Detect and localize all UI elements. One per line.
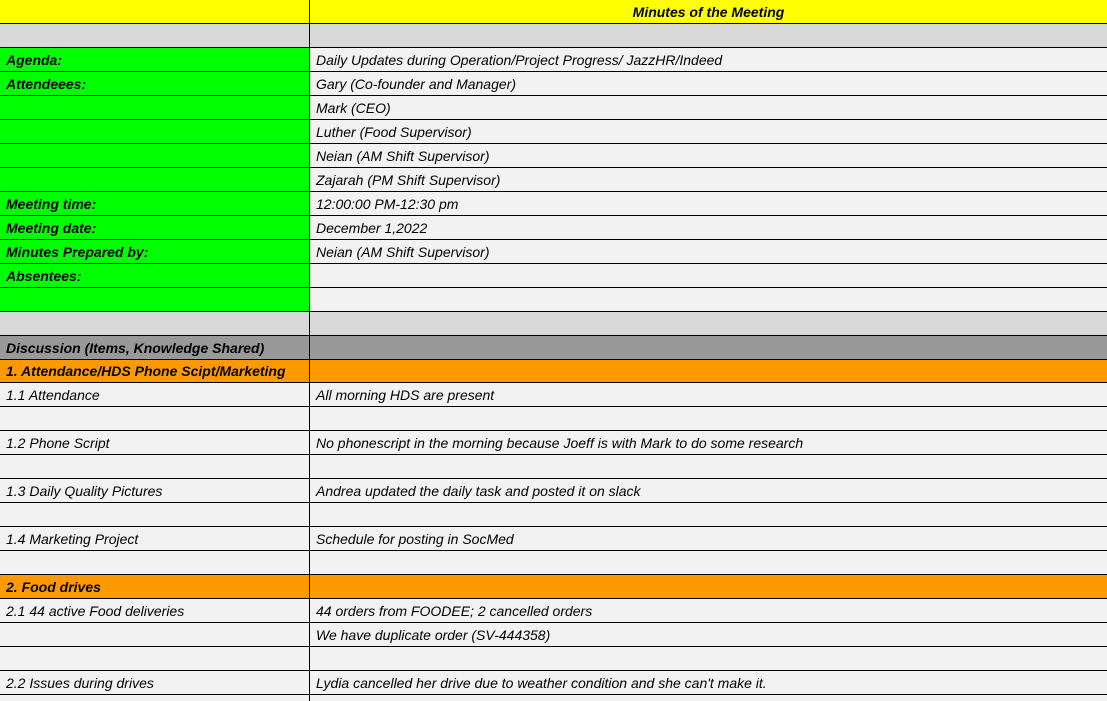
absentees-row bbox=[0, 264, 1107, 288]
empty-cell[interactable] bbox=[310, 455, 1107, 478]
prepared-by-value[interactable]: Neian (AM Shift Supervisor) bbox=[310, 240, 1107, 263]
attendees-row bbox=[0, 120, 1107, 144]
empty-cell[interactable] bbox=[0, 503, 310, 526]
empty-cell[interactable] bbox=[0, 24, 310, 47]
absentees-row bbox=[0, 288, 1107, 312]
attendees-row bbox=[0, 96, 1107, 120]
empty-cell[interactable] bbox=[310, 24, 1107, 47]
item-label[interactable]: 2.1 44 active Food deliveries bbox=[0, 599, 310, 622]
item-row bbox=[0, 671, 1107, 695]
item-label[interactable]: 1.4 Marketing Project bbox=[0, 527, 310, 550]
attendees-row bbox=[0, 72, 1107, 96]
empty-cell[interactable] bbox=[0, 96, 310, 119]
meeting-time-label[interactable]: Meeting time: bbox=[0, 192, 310, 215]
spacer-row bbox=[0, 312, 1107, 336]
item-row bbox=[0, 623, 1107, 647]
attendee-value[interactable]: Gary (Co-founder and Manager) bbox=[310, 72, 1107, 95]
item-note[interactable]: No phonescript in the morning because Joeff is with Mark to do some research bbox=[310, 431, 1107, 454]
attendee-value[interactable]: Mark (CEO) bbox=[310, 96, 1107, 119]
empty-cell[interactable] bbox=[310, 503, 1107, 526]
attendee-value[interactable]: Neian (AM Shift Supervisor) bbox=[310, 144, 1107, 167]
agenda-row bbox=[0, 48, 1107, 72]
empty-cell[interactable] bbox=[310, 695, 1107, 701]
prepared-by-label[interactable]: Minutes Prepared by: bbox=[0, 240, 310, 263]
title-row bbox=[0, 0, 1107, 24]
agenda-value[interactable]: Daily Updates during Operation/Project Progress/ JazzHR/Indeed bbox=[310, 48, 1107, 71]
meeting-date-label[interactable]: Meeting date: bbox=[0, 216, 310, 239]
meeting-date-value[interactable]: December 1,2022 bbox=[310, 216, 1107, 239]
empty-cell[interactable] bbox=[310, 407, 1107, 430]
item-note[interactable]: Lydia cancelled her drive due to weather condition and she can't make it. bbox=[310, 671, 1107, 694]
empty-cell[interactable] bbox=[0, 144, 310, 167]
item-row bbox=[0, 479, 1107, 503]
blank-row bbox=[0, 647, 1107, 671]
item-row bbox=[0, 599, 1107, 623]
absentees-value[interactable] bbox=[310, 264, 1107, 287]
empty-cell[interactable] bbox=[0, 120, 310, 143]
meeting-time-value[interactable]: 12:00:00 PM-12:30 pm bbox=[310, 192, 1107, 215]
section-header-row bbox=[0, 575, 1107, 599]
item-row bbox=[0, 527, 1107, 551]
empty-cell[interactable] bbox=[0, 647, 310, 670]
attendees-row bbox=[0, 168, 1107, 192]
section-header-row bbox=[0, 360, 1107, 383]
discussion-header[interactable]: Discussion (Items, Knowledge Shared) bbox=[0, 336, 310, 359]
blank-row bbox=[0, 551, 1107, 575]
item-row bbox=[0, 431, 1107, 455]
empty-cell[interactable] bbox=[0, 551, 310, 574]
blank-row bbox=[0, 407, 1107, 431]
attendee-value[interactable]: Luther (Food Supervisor) bbox=[310, 120, 1107, 143]
empty-cell[interactable] bbox=[310, 360, 1107, 382]
empty-cell[interactable] bbox=[0, 455, 310, 478]
empty-cell[interactable] bbox=[0, 168, 310, 191]
item-note[interactable]: All morning HDS are present bbox=[310, 383, 1107, 406]
meeting-time-row bbox=[0, 192, 1107, 216]
empty-cell[interactable] bbox=[310, 312, 1107, 335]
empty-cell[interactable] bbox=[310, 288, 1107, 311]
item-note[interactable]: We have duplicate order (SV-444358) bbox=[310, 623, 1107, 646]
sheet-title[interactable]: Minutes of the Meeting bbox=[310, 0, 1107, 23]
meeting-date-row bbox=[0, 216, 1107, 240]
attendees-row bbox=[0, 144, 1107, 168]
empty-cell[interactable] bbox=[0, 312, 310, 335]
item-label[interactable]: 1.3 Daily Quality Pictures bbox=[0, 479, 310, 502]
blank-row bbox=[0, 503, 1107, 527]
empty-cell[interactable] bbox=[0, 695, 310, 701]
blank-row bbox=[0, 695, 1107, 701]
empty-cell[interactable] bbox=[310, 575, 1107, 598]
discussion-header-row bbox=[0, 336, 1107, 360]
item-row bbox=[0, 383, 1107, 407]
attendees-label[interactable]: Attendeees: bbox=[0, 72, 310, 95]
absentees-label[interactable]: Absentees: bbox=[0, 264, 310, 287]
item-label[interactable]: 1.1 Attendance bbox=[0, 383, 310, 406]
item-label[interactable]: 2.2 Issues during drives bbox=[0, 671, 310, 694]
spacer-row bbox=[0, 24, 1107, 48]
attendee-value[interactable]: Zajarah (PM Shift Supervisor) bbox=[310, 168, 1107, 191]
prepared-by-row bbox=[0, 240, 1107, 264]
blank-row bbox=[0, 455, 1107, 479]
empty-cell[interactable] bbox=[0, 407, 310, 430]
empty-cell[interactable] bbox=[310, 647, 1107, 670]
title-label-cell[interactable] bbox=[0, 0, 310, 23]
empty-cell[interactable] bbox=[310, 551, 1107, 574]
empty-cell[interactable] bbox=[310, 336, 1107, 359]
item-note[interactable]: 44 orders from FOODEE; 2 cancelled orders bbox=[310, 599, 1107, 622]
item-label[interactable]: 1.2 Phone Script bbox=[0, 431, 310, 454]
section-title[interactable]: 2. Food drives bbox=[0, 575, 310, 598]
empty-cell[interactable] bbox=[0, 623, 310, 646]
agenda-label[interactable]: Agenda: bbox=[0, 48, 310, 71]
empty-cell[interactable] bbox=[0, 288, 310, 311]
item-note[interactable]: Andrea updated the daily task and posted it on slack bbox=[310, 479, 1107, 502]
section-title[interactable]: 1. Attendance/HDS Phone Scipt/Marketing bbox=[0, 360, 310, 382]
item-note[interactable]: Schedule for posting in SocMed bbox=[310, 527, 1107, 550]
